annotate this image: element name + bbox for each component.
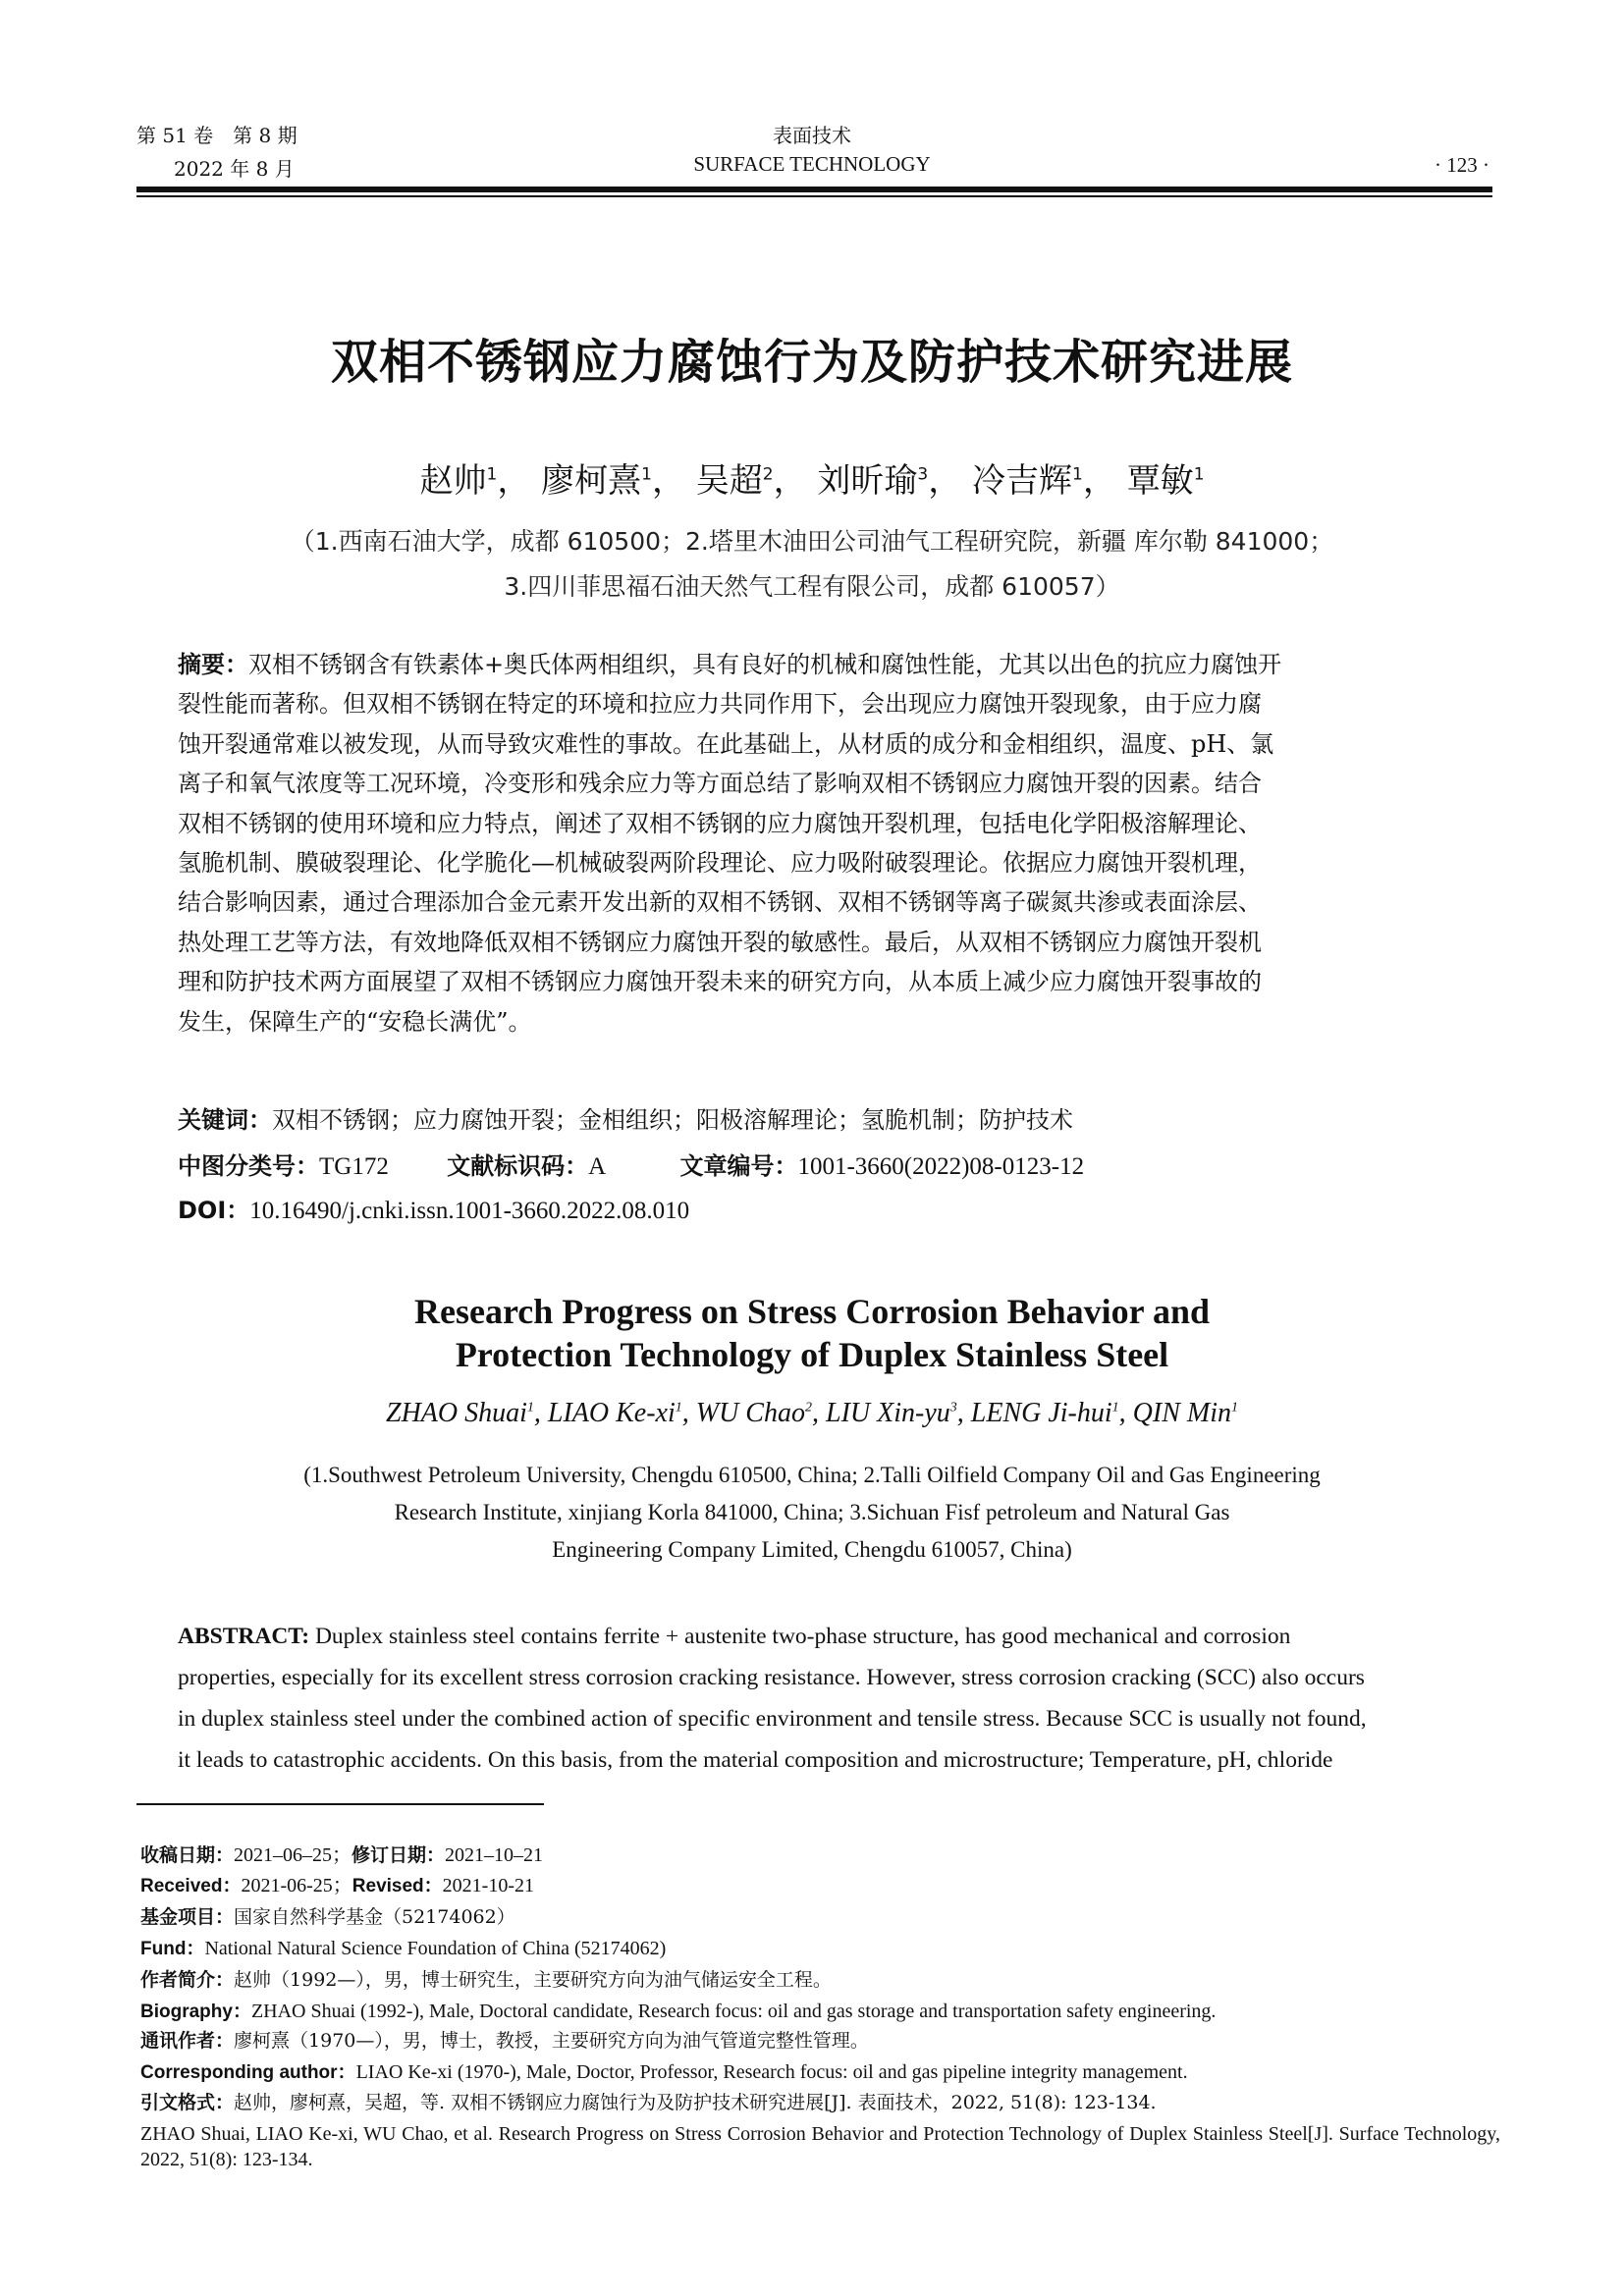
keywords <box>178 1100 1456 1135</box>
footnote-received-en: Received：2021-06-25；Revised：2021-10-21 <box>140 1875 534 1896</box>
abstract-en-line: properties, especially for its excellent stress corrosion cracking resistance. However, stress corrosion cracking (SCC) also occurs <box>178 1665 1365 1690</box>
author-sup: 1 <box>1193 464 1205 485</box>
author-sup: 1 <box>1230 1400 1238 1415</box>
doi-line <box>178 1191 1456 1225</box>
abstract-en-line: it leads to catastrophic accidents. On this basis, from the material composition and microstructure; Temperature, pH, chloride <box>178 1747 1333 1773</box>
footnote-corr-en: Corresponding author：LIAO Ke-xi (1970-), Male, Doctor, Professor, Research focus: oil and gas pipeline integrity management. <box>140 2061 1188 2083</box>
affiliation-en-line: (1.Southwest Petroleum University, Chengdu 610500, China; 2.Talli Oilfield Company Oil and Gas Engineering <box>303 1463 1321 1487</box>
doc-code-value: A <box>588 1153 607 1180</box>
footnote-rule <box>136 1803 544 1805</box>
author-sup: 1 <box>641 464 652 485</box>
abstract-en-line: in duplex stainless steel under the combined action of specific environment and tensile stress. Because SCC is usually not found, <box>178 1706 1367 1732</box>
author-cn: 赵帅 <box>419 461 487 501</box>
abstract-cn-line: 热处理工艺等方法，有效地降低双相不锈钢应力腐蚀开裂的敏感性。最后，从双相不锈钢应力腐蚀开裂机 <box>178 928 1262 956</box>
page-number: · 123 · <box>1435 153 1489 177</box>
authors-en: ZHAO Shuai$^1$, LIAO $Ke-xi^1$, WU Chao$^2$, LIU Xin-$yu^3$, LENG Ji-hui$^1$, QIN Min$^1$ <box>386 1398 1238 1428</box>
footnote-corr-cn: 通讯作者：廖柯熹（1970—），男，博士，教授，主要研究方向为油气管道完整性管理。 <box>140 2030 869 2052</box>
abstract-cn-line: 理和防护技术两方面展望了双相不锈钢应力腐蚀开裂未来的研究方向，从本质上减少应力腐蚀开裂事故的 <box>178 968 1262 996</box>
abstract-cn-line: 摘要：双相不锈钢含有铁素体+奥氏体两相组织，具有良好的机械和腐蚀性能，尤其以出色的抗应力腐蚀开 <box>178 651 1282 678</box>
affiliation-cn-line: （1.西南石油大学，成都 610500；2.塔里木油田公司油气工程研究院，新疆 库尔勒 841000； <box>290 527 1334 556</box>
author-cn: 冷吉辉 <box>972 461 1073 501</box>
author-en: ZHAO Shuai <box>386 1398 527 1428</box>
footnote-bio-en: Biography：ZHAO Shuai (1992-), Male, Doctoral candidate, Research focus: oil and gas storage and transportation safety engineering. <box>140 2001 1217 2022</box>
title-en-line: Protection Technology of Duplex Stainless Steel <box>455 1335 1169 1374</box>
author-sup: 1 <box>526 1400 534 1415</box>
author-cn: 廖柯熹 <box>541 461 642 501</box>
authors-cn: 赵帅$^1$， 廖柯熹$^1$， 吴超$^2$， 刘昕瑜$^3$， 冷吉辉$^1$， 覃敏$^1$ <box>419 461 1205 501</box>
author-en: LIU Xin-yu <box>826 1398 950 1428</box>
classification-line <box>178 1147 1456 1181</box>
abstract-cn-line: 双相不锈钢的使用环境和应力特点，阐述了双相不锈钢的应力腐蚀开裂机理，包括电化学阳极溶解理论、 <box>178 809 1262 837</box>
issue-date: 2022 年 8 月 <box>174 157 295 181</box>
footnote-bio-cn: 作者简介：赵帅（1992—），男，博士研究生，主要研究方向为油气储运安全工程。 <box>140 1969 832 1991</box>
author-en: LIAO Ke-xi <box>547 1398 676 1428</box>
title-en-line: Research Progress on Stress Corrosion Behavior and <box>413 1292 1211 1331</box>
doc-code-label: 文献标识码： <box>447 1152 589 1180</box>
author-sup: 2 <box>805 1400 812 1415</box>
author-sup: 2 <box>762 464 774 485</box>
doi-value: 10.16490/j.cnki.issn.1001-3660.2022.08.010 <box>249 1198 690 1224</box>
author-en: LENG Ji-hui <box>970 1398 1112 1428</box>
abstract-cn-line: 发生，保障生产的“安稳长满优”。 <box>178 1007 532 1036</box>
affiliation-cn-line: 3.四川菲思福石油天然气工程有限公司，成都 610057） <box>504 572 1120 601</box>
article-number-value: 1001-3660(2022)08-0123-12 <box>797 1153 1085 1180</box>
footnote-cite-en: ZHAO Shuai, LIAO Ke-xi, WU Chao, et al. Research Progress on Stress Corrosion Behavior and Protection Technology of Duplex Stainless Steel[J]. Surface Technology, 2022, 51(8): 123-134. <box>140 2123 1500 2170</box>
doi-label: DOI： <box>178 1197 250 1224</box>
affiliation-en <box>0 1457 1624 1569</box>
abstract-cn-line: 裂性能而著称。但双相不锈钢在特定的环境和拉应力共同作用下，会出现应力腐蚀开裂现象，由于应力腐 <box>178 690 1262 719</box>
title-en <box>0 1290 1624 1376</box>
author-sup: 1 <box>675 1400 682 1415</box>
abstract-en-line: ABSTRACT: Duplex stainless steel contains ferrite + austenite two-phase structure, has good mechanical and corrosion <box>178 1624 1291 1649</box>
abstract-cn-line: 离子和氧气浓度等工况环境，冷变形和残余应力等方面总结了影响双相不锈钢应力腐蚀开裂的因素。结合 <box>178 770 1262 798</box>
affiliation-en-line: Research Institute, xinjiang Korla 841000, China; 3.Sichuan Fisf petroleum and Natural Gas <box>394 1500 1230 1524</box>
author-cn: 吴超 <box>695 461 763 501</box>
abstract-cn-line: 结合影响因素，通过合理添加合金元素开发出新的双相不锈钢、双相不锈钢等离子碳氮共渗或表面涂层、 <box>178 888 1262 917</box>
clc-label: 中图分类号： <box>178 1152 319 1180</box>
author-sup: 3 <box>917 464 929 485</box>
clc-value: TG172 <box>319 1153 389 1180</box>
author-en: WU Chao <box>695 1398 805 1428</box>
author-sup: 1 <box>486 464 498 485</box>
footnote-cite-cn: 引文格式：赵帅，廖柯熹，吴超，等. 双相不锈钢应力腐蚀行为及防护技术研究进展[J]. 表面技术，2022, 51(8): 123-134. <box>140 2092 1157 2113</box>
journal-name-cn: 表面技术 <box>773 124 851 147</box>
footnote-fund-en: Fund：National Natural Science Foundation of China (52174062) <box>140 1938 667 1959</box>
title-cn: 双相不锈钢应力腐蚀行为及防护技术研究进展 <box>330 335 1293 390</box>
abstract-cn-line: 氢脆机制、膜破裂理论、化学脆化—机械破裂两阶段理论、应力吸附破裂理论。依据应力腐蚀开裂机理， <box>178 849 1262 878</box>
author-cn: 刘昕瑜 <box>817 461 918 501</box>
abstract-cn-label: 摘要： <box>178 651 248 678</box>
author-cn: 覃敏 <box>1126 461 1194 501</box>
abstract-cn <box>178 645 1456 1041</box>
keywords-text: 双相不锈钢；应力腐蚀开裂；金相组织；阳极溶解理论；氢脆机制；防护技术 <box>272 1106 1073 1134</box>
affiliation-en-line: Engineering Company Limited, Chengdu 610057, China) <box>552 1537 1072 1562</box>
abstract-en <box>178 1616 1456 1781</box>
footnote-fund-cn: 基金项目：国家自然科学基金（52174062） <box>140 1906 515 1928</box>
article-number-label: 文章编号： <box>679 1152 798 1180</box>
author-sup: 1 <box>1072 464 1083 485</box>
header-rule-thick <box>136 187 1492 192</box>
author-en: QIN Min <box>1132 1398 1231 1428</box>
header-rule-thin <box>136 195 1492 197</box>
volume-issue: 第 51 卷 第 8 期 <box>136 124 298 147</box>
abstract-en-label: ABSTRACT: <box>178 1624 310 1649</box>
journal-name-en: SURFACE TECHNOLOGY <box>693 152 931 176</box>
author-sup: 1 <box>1111 1400 1119 1415</box>
author-sup: 3 <box>949 1400 957 1415</box>
keywords-label: 关键词： <box>178 1106 272 1134</box>
abstract-cn-line: 蚀开裂通常难以被发现，从而导致灾难性的事故。在此基础上，从材质的成分和金相组织，温度、pH、氯 <box>178 729 1274 758</box>
footnote-received-cn: 收稿日期：2021–06–25；修订日期：2021–10–21 <box>140 1844 544 1866</box>
